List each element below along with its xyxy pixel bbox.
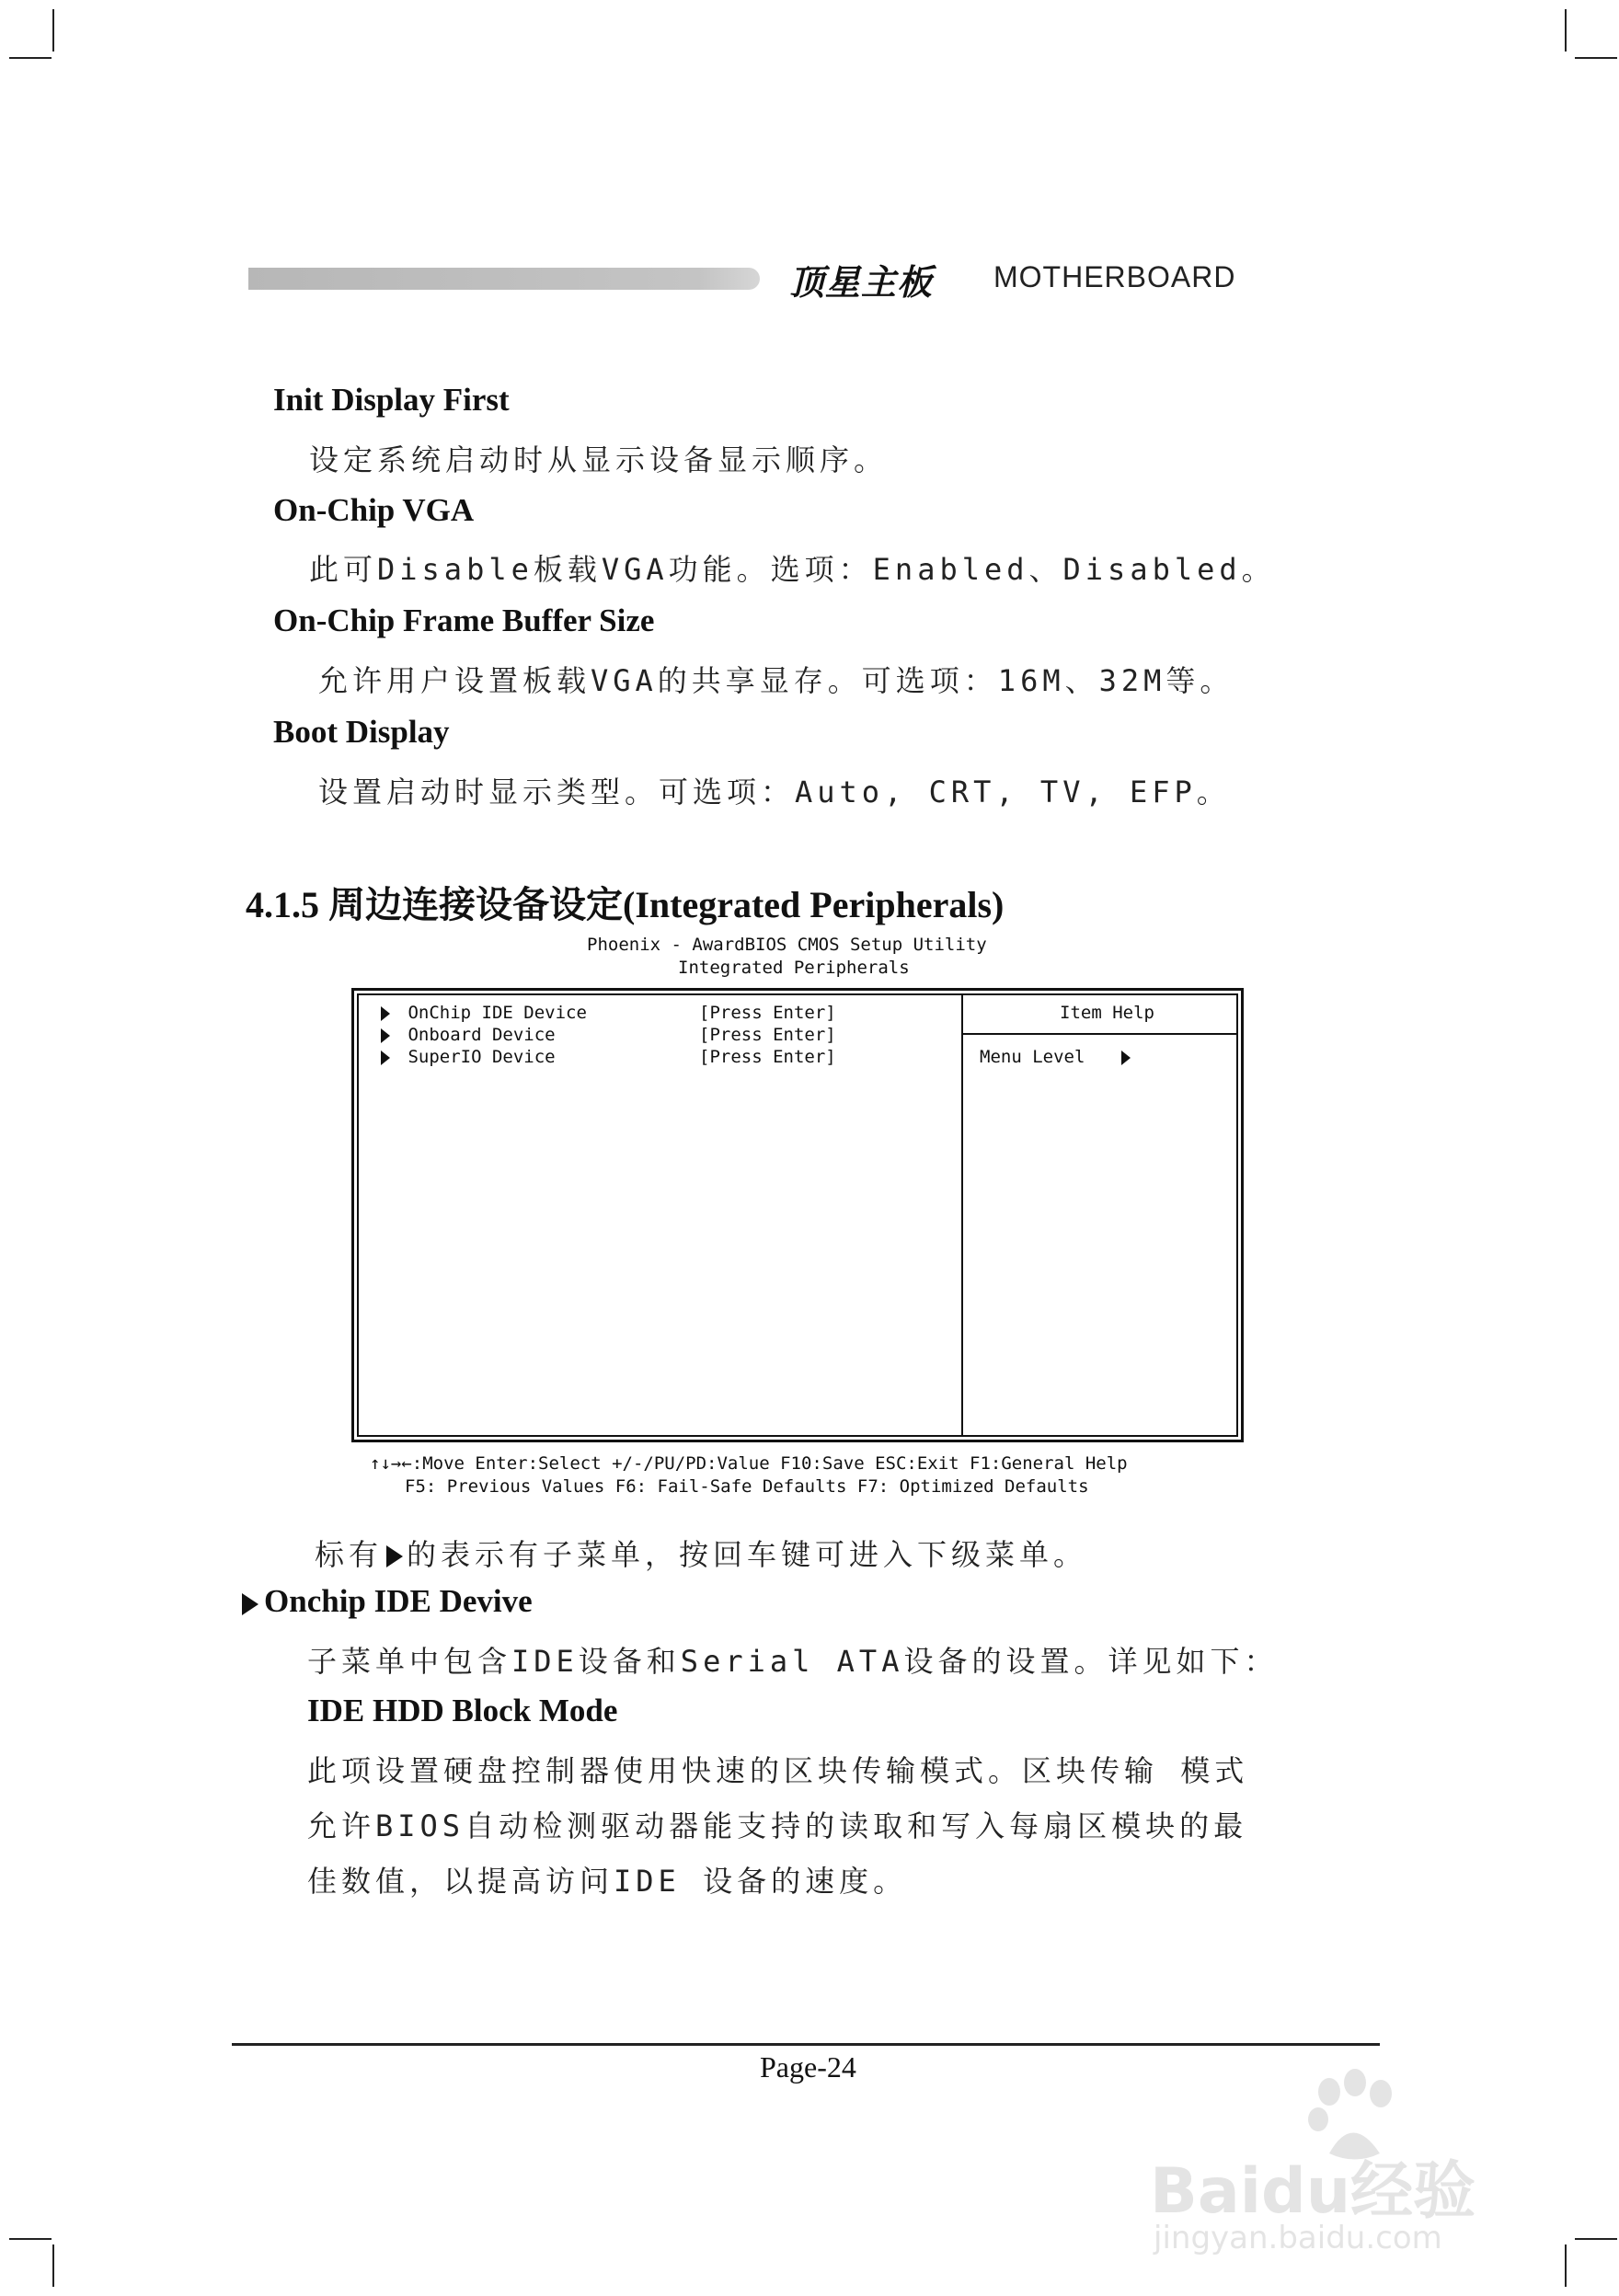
sub-desc-line: 此项设置硬盘控制器使用快速的区块传输模式。区块传输 模式 [307,1753,1249,1788]
bios-item-value[interactable]: [Press Enter] [699,1003,836,1023]
bios-menu-item[interactable] [381,1003,587,1023]
bios-menu-item[interactable] [381,1047,556,1067]
section-title: Boot Display [273,714,450,750]
submenu-arrow-icon [386,1545,403,1567]
crop-mark [52,2244,54,2287]
section-desc: 此可Disable板载VGA功能。选项：Enabled、Disabled。 [309,552,1276,587]
bios-item-value[interactable]: [Press Enter] [699,1047,836,1067]
section-title: Init Display First [273,382,510,418]
note-text-before: 标有 [315,1537,384,1572]
section-title: On-Chip Frame Buffer Size [273,603,655,638]
submenu-note [315,1532,1087,1574]
item-help-separator [963,1033,1238,1035]
crop-mark [9,57,52,59]
section-title: On-Chip VGA [273,492,475,528]
sub-desc-line: 佳数值，以提高访问IDE 设备的速度。 [307,1864,908,1899]
onchip-heading [242,1583,533,1620]
item-help-title: Item Help [1060,1003,1154,1023]
menu-level-arrow-icon [1121,1050,1131,1065]
sub-title: IDE HDD Block Mode [307,1693,618,1728]
section-heading: 4.1.5 周边连接设备设定(Integrated Peripherals) [246,884,1005,925]
brand-logo: 顶星主板 [789,262,934,303]
crop-mark [1575,2238,1617,2240]
bios-item-value[interactable]: [Press Enter] [699,1025,836,1045]
crop-mark [1565,9,1567,52]
onchip-desc: 子菜单中包含IDE设备和Serial ATA设备的设置。详见如下： [307,1644,1279,1679]
section-desc: 允许用户设置板载VGA的共享显存。可选项：16M、32M等。 [318,663,1234,698]
onchip-title: Onchip IDE Devive [264,1583,533,1619]
bios-divider [961,993,963,1437]
watermark-url: jingyan.baidu.com [1154,2220,1442,2256]
crop-mark [9,2238,52,2240]
brand-subtitle: MOTHERBOARD [993,260,1236,293]
menu-level-label: Menu Level [980,1047,1085,1067]
bios-key-help-2: F5: Previous Values F6: Fail-Safe Defaults F7: Optimized Defaults [405,1476,1089,1497]
bios-menu-item[interactable] [381,1025,556,1045]
submenu-arrow-icon [381,1050,390,1065]
section-desc: 设定系统启动时从显示设备显示顺序。 [309,442,889,477]
watermark-brand: Baidu经验 [1150,2155,1476,2228]
bios-item-label: Onboard Device [408,1025,556,1045]
bios-item-label: OnChip IDE Device [408,1003,587,1023]
submenu-arrow-icon [242,1593,258,1615]
section-desc: 设置启动时显示类型。可选项：Auto, CRT, TV, EFP。 [318,775,1231,809]
bios-subtitle: Integrated Peripherals [678,958,910,978]
crop-mark [1565,2244,1567,2287]
bios-key-help: ↑↓→←:Move Enter:Select +/-/PU/PD:Value F10:Save ESC:Exit F1:General Help [370,1453,1128,1474]
baidu-watermark [1150,2049,1555,2261]
menu-level [980,1047,1131,1067]
crop-mark [1575,57,1617,59]
header-bar [248,268,760,290]
submenu-arrow-icon [381,1006,390,1021]
footer-rule [232,2043,1380,2046]
note-text-after: 的表示有子菜单，按回车键可进入下级菜单。 [407,1537,1088,1572]
submenu-arrow-icon [381,1028,390,1043]
bios-title: Phoenix - AwardBIOS CMOS Setup Utility [587,935,987,955]
bios-item-label: SuperIO Device [408,1047,556,1067]
crop-mark [52,9,54,52]
sub-desc-line: 允许BIOS自动检测驱动器能支持的读取和写入每扇区模块的最 [307,1808,1248,1843]
page-number: Page-24 [760,2050,856,2084]
